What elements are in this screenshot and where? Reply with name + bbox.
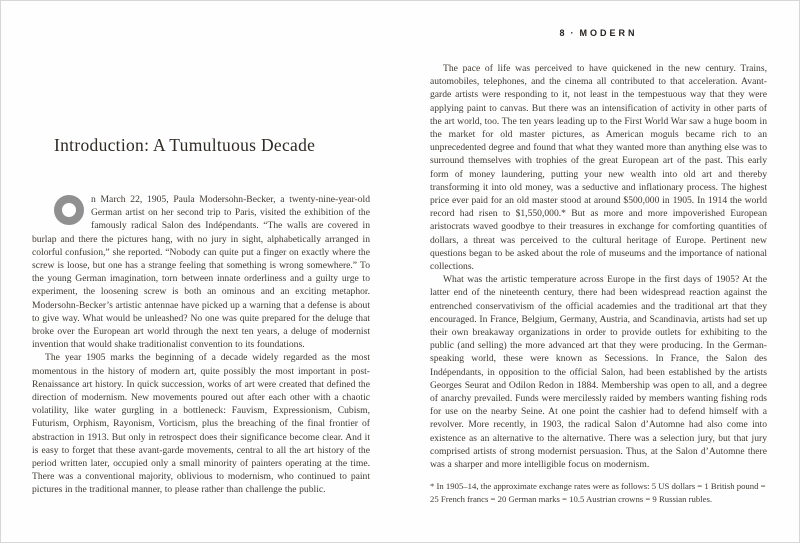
right-paragraph-2: What was the artistic temperature across Europe in the first days of 1905? At the latter end of the nineteenth century, there had been widespread reaction against the entrenched conservativism of the official academies and the traditional art that they encouraged. In France, Belgium, Germany, Austria, and Scandinavia, artists had set up their own breakaway organizations in order to provide outlets for exhibiting to the public (and selling) the more advanced art that they were producing. In the German-speaking world, these were known as Secessions. In France, the Salon des Indépendants, in opposition to the official Salon, had been established by the artists Georges Seurat and Odilon Redon in 1884. Membership was open to all, and a degree of anarchy prevailed. Funds were mercilessly raided by members wanting fishing rods for use on the nearby Seine. At one point the cashier had to defend himself with a revolver. More recently, in 1903, the radical Salon d’Automne had also come into existence as an alternative to the alternative. There was a selection jury, but that jury comprised artists of strong modernist persuasion. Thus, at the Salon d’Automne there was a sharper and more intelligible focus on modernism. bbox=[430, 274, 767, 471]
drop-cap-letter bbox=[62, 203, 63, 204]
running-head bbox=[430, 28, 767, 38]
page-number: 8 bbox=[559, 28, 568, 38]
opening-paragraph-text: n March 22, 1905, Paula Modersohn-Becker, a twenty-nine-year-old German artist on her second trip to Paris, visited the exhibition of the famously radical Salon des Indépendants. “The walls are covered in burlap and there the pictures hang, with no jury in sight, alphabetically arranged in colorful confusion,” she reported. “Nobody can quite put a finger on exactly where the screw is loose, but one has a strange feeling that something is wrong somewhere.” To the young German imagination, torn between innate orderliness and a guilty urge to experiment, the loosening screw is both an ominous and an exciting metaphor. Modersohn-Becker’s artistic antennae have picked up a warning that a defense is about to give way. What would be unleashed? No one was quite prepared for the deluge that broke over the European art world through the next ten years, a deluge of modernist invention that would shake traditionalist convention to its foundations. bbox=[32, 194, 370, 351]
dot-separator: · bbox=[570, 28, 577, 38]
right-page bbox=[430, 1, 767, 505]
footnote: * In 1905–14, the approximate exchange rates were as follows: 5 US dollars = 1 British pound = 25 French francs = 20 German marks = 10.5 Austrian crowns = 9 Russian rubles. bbox=[430, 481, 766, 504]
chapter-title: Introduction: A Tumultuous Decade bbox=[54, 135, 316, 155]
left-page bbox=[32, 1, 370, 497]
drop-cap-o bbox=[54, 195, 84, 225]
left-paragraph-2: The year 1905 marks the beginning of a decade widely regarded as the most momentous in the history of modern art, quite possibly the most important in post-Renaissance art history. In quick succession, works of art were created that defined the direction of modernism. New movements poured out after each other with a chaotic volatility, like water gurgling in a bottleneck: Fauvism, Expressionism, Cubism, Futurism, Orphism, Rayonism, Vorticism, plus the breaching of the final frontier of abstraction in 1913. But only in retrospect does their significance become clear. And it is easy to forget that these avant-garde movements, central to all the art history of the period written later, occupied only a small minority of painters operating at the time. There was a conventional majority, oblivious to modernism, who continued to paint pictures in the traditional manner, to please rather than challenge the public. bbox=[32, 352, 370, 496]
running-head-title: MODERN bbox=[579, 28, 638, 38]
opening-paragraph bbox=[32, 193, 370, 351]
right-paragraph-1: The pace of life was perceived to have quickened in the new century. Trains, automobiles, telephones, and the cinema all contributed to that acceleration. Avant-garde artists were responding to it, not least in the tempestuous way that they were applying paint to canvas. But there was an intensification of activity in other parts of the art world, too. The ten years leading up to the First World War saw a huge boom in the market for old master pictures, as American moguls became rich to an unprecedented degree and found that what they wanted more than anything else was to surround themselves with trophies of the great European art of the past. This early form of money laundering, putting your new wealth into old art and thereby transforming it into old money, was a seductive and inflationary process. The highest price ever paid for an old master stood at around $500,000 in 1905. In 1914 the world record had risen to $1,550,000.* But as more and more impoverished European aristocrats waved goodbye to their treasures in exchange for comforting quantities of dollars, a threat was perceived to the cultural heritage of Europe. Pertinent new questions began to be asked about the role of museums and the importance of national collections. bbox=[430, 63, 767, 273]
